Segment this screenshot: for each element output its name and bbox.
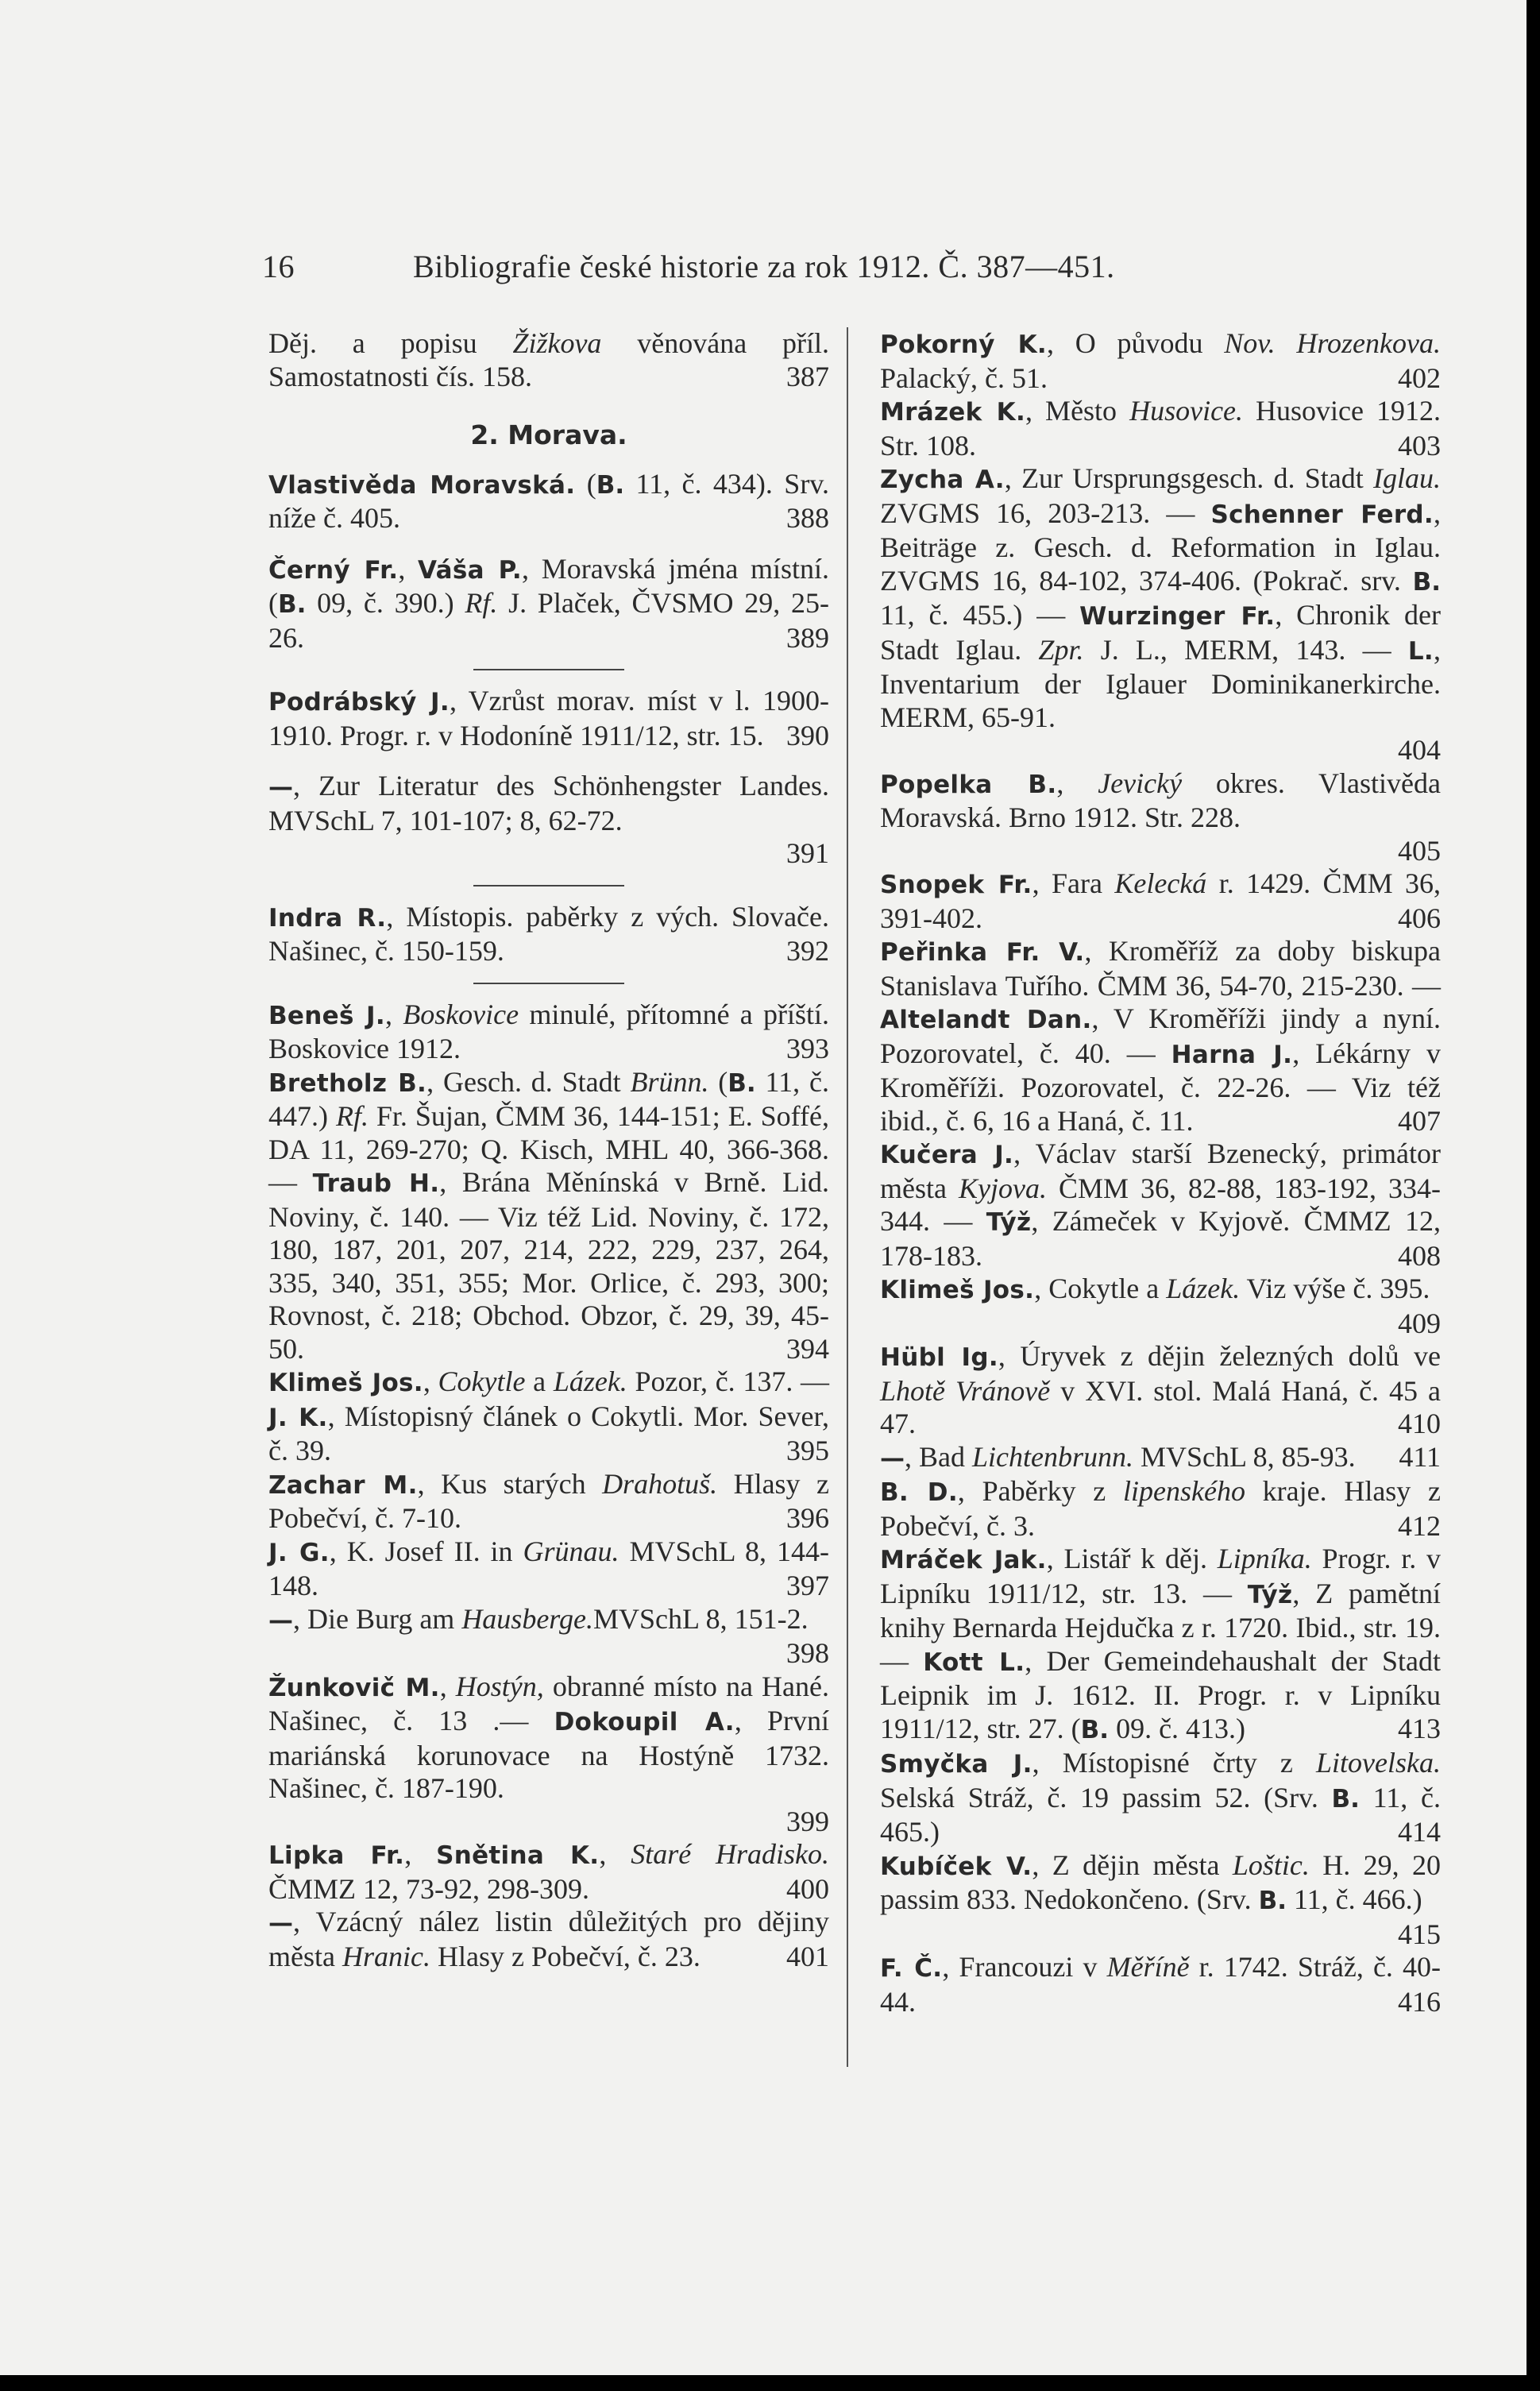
author: Snopek Fr. [880, 871, 1032, 899]
author: Pokorný K. [880, 330, 1048, 359]
entry-number: 414 [1398, 1816, 1441, 1848]
entry-number: 394 [786, 1332, 829, 1365]
page-number: 16 [262, 249, 295, 284]
entry-number: 396 [786, 1502, 829, 1534]
entry-number: 397 [786, 1570, 829, 1601]
entry-413: Mráček Jak., Listář k děj. Lipníka. Progr. r. v Lipníku 1911/12, str. 13. — Týž, Z pamětní knihy Bernarda Hejdučka z r. 1720. Ibid., str. 19. — Kott L., Der Gemeindehaushalt der Stadt Leipnik im J. 1612. II. Progr. r. v Lipníku 1911/12, str. 27. (B. 09. č. 413.) 413 [880, 1543, 1441, 1744]
entry-number: 388 [786, 502, 829, 534]
entry-number: 403 [1398, 429, 1441, 462]
entry-number: 410 [1398, 1408, 1441, 1439]
running-header [262, 248, 1287, 285]
author: Zachar M. [268, 1470, 418, 1500]
author: Bretholz B. [268, 1068, 427, 1098]
author: Schenner Ferd. [1210, 500, 1434, 529]
right-column [880, 327, 1441, 2018]
entry-number: 412 [1398, 1509, 1441, 1542]
entry-416: F. Č., Francouzi v Měříně r. 1742. Stráž, č. 40-44. 416 [880, 1951, 1442, 2018]
entry-395: Klimeš Jos., Cokytle a Lázek. Pozor, č. 137. — J. K., Místopisný článek o Cokytli. Mor. Sever, č. 39. 395 [268, 1365, 830, 1466]
entry-number: 411 [1399, 1440, 1441, 1473]
entry-number: 407 [1398, 1104, 1441, 1137]
entry-number: 387 [786, 360, 829, 392]
entry-403: Mrázek K., Město Husovice. Husovice 1912. Str. 108. 403 [880, 395, 1442, 462]
entry-402: Pokorný K., O původu Nov. Hrozenkova. Palacký, č. 51. 402 [880, 327, 1441, 394]
author: Černý Fr. [268, 555, 399, 585]
entry-number: 400 [786, 1872, 829, 1905]
entry-number: 389 [786, 621, 829, 654]
author: Týž [986, 1208, 1032, 1237]
author: Beneš J. [268, 1001, 385, 1030]
entry-number: 392 [786, 935, 829, 967]
entry-number: 409 [1398, 1307, 1441, 1339]
entry-number: 415 [1398, 1918, 1441, 1950]
entry-411: —, Bad Lichtenbrunn. MVSchL 8, 85-93. 411 [880, 1440, 1441, 1473]
left-column [268, 327, 829, 1973]
author: Mráček Jak. [880, 1546, 1047, 1574]
entry-number: 413 [1398, 1712, 1441, 1744]
entry-410: Hübl Ig., Úryvek z dějin železných dolů ve Lhotě Vránově v XVI. stol. Malá Haná, č. 45 a 47. 410 [880, 1340, 1441, 1439]
header-title: Bibliografie české historie za rok 1912. Č. 387—451. [413, 249, 1115, 284]
entry-number: 416 [1398, 1985, 1441, 2018]
entry-390: Podrábský J., Vzrůst morav. míst v l. 1900-1910. Progr. r. v Hodoníně 1911/12, str. 15. 390 [268, 685, 829, 751]
entry-number: 399 [786, 1805, 829, 1837]
author: Popelka B. [880, 770, 1057, 799]
author: L. [1407, 636, 1434, 666]
entry-398: —, Die Burg am Hausberge.MVSchL 8, 151-2. 398 [268, 1602, 829, 1669]
entry-number: 405 [1398, 834, 1441, 867]
separator-rule [473, 885, 624, 886]
author: Týž [1247, 1580, 1293, 1609]
author: Kott L. [923, 1647, 1025, 1677]
entry-387: Děj. a popisu Žižkova věnována příl. Samostatnosti čís. 158. 387 [268, 327, 830, 392]
entry-400: Lipka Fr., Snětina K., Staré Hradisko. ČMMZ 12, 73-92, 298-309. 400 [268, 1838, 830, 1905]
author: Indra R. [268, 903, 387, 933]
author: Mrázek K. [880, 398, 1026, 427]
separator-rule [473, 983, 624, 984]
entry-399: Žunkovič M., Hostýn, obranné místo na Hané. Našinec, č. 13 .— Dokoupil A., První mariánská korunovace na Hostýně 1732. Našinec, č. 187-190. 399 [268, 1670, 830, 1837]
author: Váša P. [418, 555, 523, 585]
column-divider [847, 327, 848, 2067]
entry-number: 395 [786, 1435, 829, 1466]
entry-number: 391 [786, 837, 829, 869]
author: Peřinka Fr. V. [880, 938, 1085, 967]
author: Wurzinger Fr. [1079, 602, 1276, 631]
author: Harna J. [1171, 1040, 1293, 1069]
author: Snětina K. [436, 1841, 600, 1870]
author: Hübl Ig. [880, 1343, 998, 1372]
author: Kubíček V. [880, 1852, 1032, 1881]
entry-415: Kubíček V., Z dějin města Loštic. H. 29, 20 passim 833. Nedokončeno. (Srv. B. 11, č. 466.) 415 [880, 1848, 1441, 1950]
entry-391: —, Zur Literatur des Schönhengster Landes. MVSchL 7, 101-107; 8, 62-72. 391 [268, 770, 829, 869]
author: Smyčka J. [880, 1750, 1032, 1779]
entry-389: Černý Fr., Váša P., Moravská jména místní. (B. 09, č. 390.) Rf. J. Plaček, ČVSMO 29, 25-26. 389 [268, 552, 830, 654]
entry-394: Bretholz B., Gesch. d. Stadt Brünn. (B. 11, č. 447.) Rf. Fr. Šujan, ČMM 36, 144-151; E. Soffé, DA 11, 269-270; Q. Kisch, MHL 40, 366-368. — Traub H., Brána Měnínská v Brně. Lid. Noviny, č. 140. — Viz též Lid. Noviny, č. 172, 180, 187, 201, 207, 214, 222, 229, 237, 264, 335, 340, 351, 355; Mor. Orlice, č. 293, 300; Rovnost, č. 218; Obchod. Obzor, č. 29, 39, 45-50. 394 [268, 1065, 830, 1365]
author: Traub H. [312, 1169, 440, 1198]
separator-rule [473, 669, 624, 670]
entry-401: —, Vzácný nález listin důležitých pro dějiny města Hranic. Hlasy z Pobečví, č. 23. 401 [268, 1906, 829, 1972]
author: J. K. [268, 1403, 328, 1432]
entry-408: Kučera J., Václav starší Bzenecký, primátor města Kyjova. ČMM 36, 82-88, 183-192, 334-344. — Týž, Zámeček v Kyjově. ČMMZ 12, 178-183. 408 [880, 1138, 1442, 1272]
entry-388: Vlastivěda Moravská. (B. 11, č. 434). Srv. níže č. 405. 388 [268, 467, 829, 534]
author: Podrábský J. [268, 688, 450, 717]
author: Kučera J. [880, 1141, 1014, 1169]
author: Vlastivěda Moravská. [268, 470, 576, 500]
entry-number: 408 [1398, 1239, 1441, 1272]
entry-407: Peřinka Fr. V., Kroměříž za doby biskupa Stanislava Tuřího. ČMM 36, 54-70, 215-230. — Altelandt Dan., V Kroměříži jindy a nyní. Pozorovatel, č. 40. — Harna J., Lékárny v Kroměříži. Pozorovatel, č. 22-26. — Viz též ibid., č. 6, 16 a Haná, č. 11. 407 [880, 935, 1441, 1137]
entry-404: Zycha A., Zur Ursprungsgesch. d. Stadt Iglau. ZVGMS 16, 203-213. — Schenner Ferd., Beiträge z. Gesch. d. Reformation in Iglau. ZVGMS 16, 84-102, 374-406. (Pokrač. srv. B. 11, č. 455.) — Wurzinger Fr., Chronik der Stadt Iglau. Zpr. J. L., MERM, 143. — L., Inventarium der Iglauer Dominikanerkirche. MERM, 65-91. 404 [880, 462, 1442, 766]
entry-396: Zachar M., Kus starých Drahotuš. Hlasy z Pobečví, č. 7-10. 396 [268, 1467, 830, 1534]
entry-405: Popelka B., Jevický okres. Vlastivěda Moravská. Brno 1912. Str. 228. 405 [880, 767, 1441, 867]
entry-number: 398 [786, 1637, 829, 1669]
entry-number: 406 [1398, 902, 1441, 934]
entry-number: 404 [1398, 734, 1441, 766]
author: Lipka Fr. [268, 1841, 405, 1870]
section-heading: 2. Morava. [470, 419, 627, 450]
author: Altelandt Dan. [880, 1006, 1092, 1034]
entry-409: Klimeš Jos., Cokytle a Lázek. Viz výše č. 395. 409 [880, 1273, 1441, 1339]
entry-392: Indra R., Místopis. paběrky z vých. Slovače. Našinec, č. 150-159. 392 [268, 900, 829, 967]
entry-393: Beneš J., Boskovice minulé, přítomné a příští. Boskovice 1912. 393 [268, 998, 830, 1064]
author: Dokoupil A. [554, 1708, 735, 1736]
author: Klimeš Jos. [268, 1369, 423, 1397]
author: J. G. [268, 1538, 330, 1567]
entry-number: 402 [1398, 361, 1441, 394]
entry-number: 393 [786, 1033, 829, 1064]
entry-397: J. G., K. Josef II. in Grünau. MVSchL 8, 144-148. 397 [268, 1535, 829, 1601]
entry-number: 401 [786, 1940, 829, 1972]
entry-412: B. D., Paběrky z lipenského kraje. Hlasy z Pobečví, č. 3. 412 [880, 1475, 1441, 1542]
entry-414: Smyčka J., Místopisné črty z Litovelska. Selská Stráž, č. 19 passim 52. (Srv. B. 11, č. 465.) 414 [880, 1747, 1441, 1848]
author: B. D. [880, 1478, 958, 1507]
entry-406: Snopek Fr., Fara Kelecká r. 1429. ČMM 36, 391-402. 406 [880, 867, 1441, 934]
entry-number: 390 [786, 719, 829, 751]
author: Klimeš Jos. [880, 1276, 1035, 1304]
author: Žunkovič M. [268, 1673, 440, 1702]
author: Zycha A. [880, 465, 1005, 494]
author: F. Č. [880, 1954, 943, 1983]
